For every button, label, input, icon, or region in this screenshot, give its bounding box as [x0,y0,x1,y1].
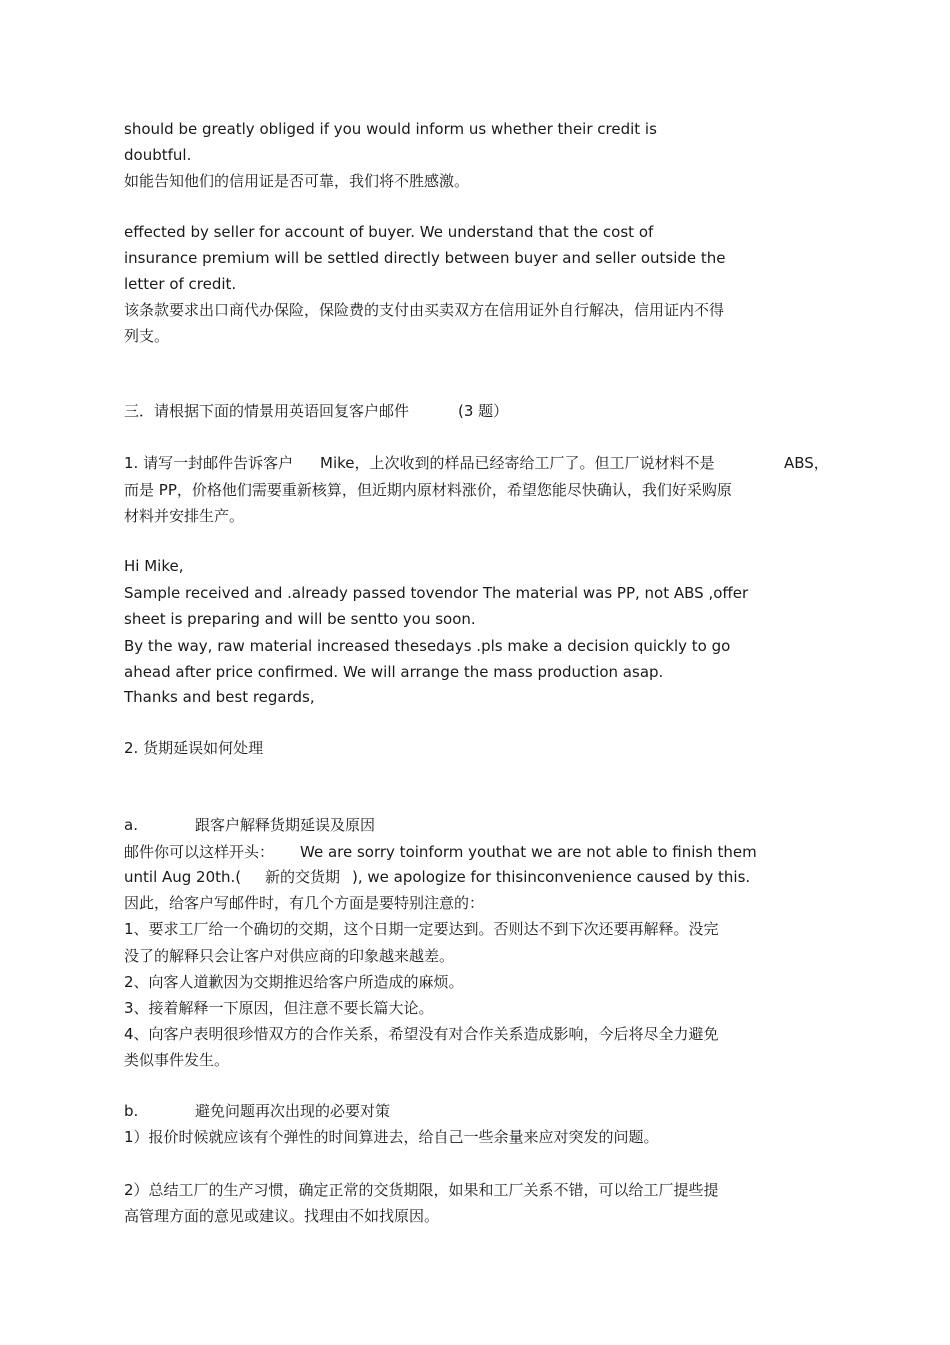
email-greeting: Hi Mike, [124,557,184,575]
insurance-line-1: effected by seller for account of buyer. We understand that the cost of [124,223,654,241]
part-three-heading: 三．请根据下面的情景用英语回复客户邮件 [124,402,410,420]
part-b-line-1: 1）报价时候就应该有个弹性的时间算进去，给自己一些余量来应对突发的问题。 [124,1128,659,1146]
part-a-line-8: 4、向客户表明很珍惜双方的合作关系，希望没有对合作关系造成影响，今后将尽全力避免 [124,1025,719,1043]
credit-line-1: should be greatly obliged if you would inform us whether their credit is [124,120,657,138]
part-a-line-2a: until Aug 20th.( [124,868,242,886]
q1-line-1c: ABS， [784,454,829,472]
email-line-2: sheet is preparing and will be sentto you soon. [124,610,476,628]
credit-translation: 如能告知他们的信用证是否可靠，我们将不胜感激。 [124,172,470,190]
part-a-line-7: 3、接着解释一下原因，但注意不要长篇大论。 [124,999,434,1017]
part-a-line-9: 类似事件发生。 [124,1051,230,1069]
q1-line-2: 而是 PP，价格他们需要重新核算，但近期内原材料涨价，希望您能尽快确认，我们好采购原 [124,481,732,499]
part-b-label: b. [124,1102,139,1120]
part-a-line-1b: We are sorry toinform youthat we are not able to finish them [300,843,757,861]
q2-title: 2. 货期延误如何处理 [124,739,264,757]
part-three-count: (3 题） [458,402,509,420]
part-a-line-6: 2、向客人道歉因为交期推迟给客户所造成的麻烦。 [124,973,464,991]
insurance-translation-2: 列支。 [124,327,170,345]
insurance-line-2: insurance premium will be settled directly between buyer and seller outside the [124,249,726,267]
part-a-line-3: 因此，给客户写邮件时，有几个方面是要特别注意的： [124,894,485,912]
part-b-line-3: 高管理方面的意见或建议。找理由不如找原因。 [124,1207,440,1225]
part-a-line-5: 没了的解释只会让客户对供应商的印象越来越差。 [124,947,455,965]
part-a-line-1a: 邮件你可以这样开头： [124,843,275,861]
q1-line-1b: Mike，上次收到的样品已经寄给工厂了。但工厂说材料不是 [320,454,715,472]
email-line-1: Sample received and .already passed tovendor The material was PP, not ABS ,offer [124,584,749,602]
part-a-title: 跟客户解释货期延误及原因 [195,816,376,834]
q1-line-1a: 1. 请写一封邮件告诉客户 [124,454,294,472]
insurance-line-3: letter of credit. [124,275,237,293]
credit-line-2: doubtful. [124,146,192,164]
part-a-line-4: 1、要求工厂给一个确切的交期，这个日期一定要达到。否则达不到下次还要再解释。没完 [124,920,719,938]
part-a-label: a. [124,816,138,834]
part-a-line-2c: ), we apologize for thisinconvenience caused by this. [352,868,751,886]
insurance-translation-1: 该条款要求出口商代办保险，保险费的支付由买卖双方在信用证外自行解决，信用证内不得 [124,301,725,319]
q1-line-3: 材料并安排生产。 [124,507,245,525]
part-a-line-2b: 新的交货期 [265,868,341,886]
email-line-3: By the way, raw material increased thesedays .pls make a decision quickly to go [124,637,731,655]
email-closing: Thanks and best regards, [124,688,315,706]
part-b-title: 避免问题再次出现的必要对策 [195,1102,391,1120]
part-b-line-2: 2）总结工厂的生产习惯，确定正常的交货期限，如果和工厂关系不错，可以给工厂提些提 [124,1181,719,1199]
email-line-4: ahead after price confirmed. We will arrange the mass production asap. [124,663,664,681]
